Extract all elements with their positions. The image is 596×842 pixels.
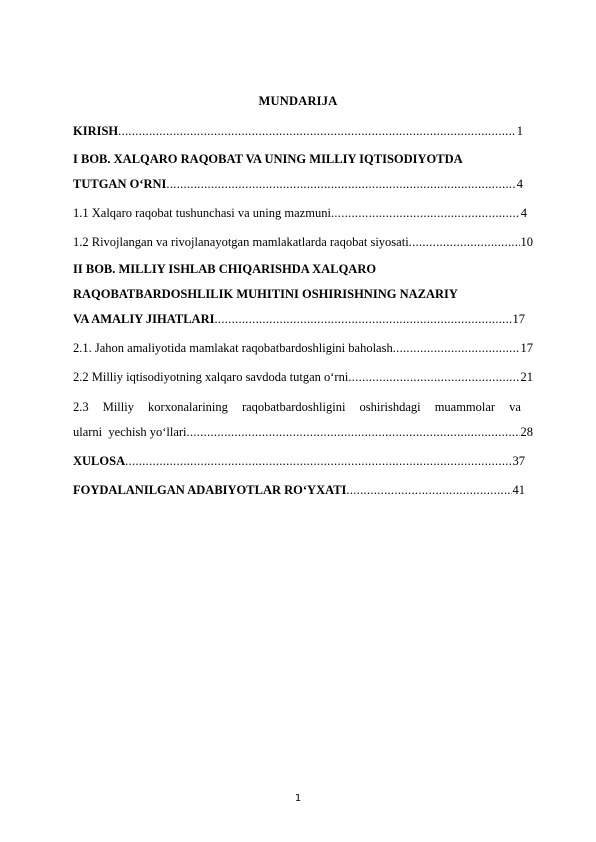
toc-entry-1-1[interactable] xyxy=(73,206,527,221)
toc-entry-label: KIRISH xyxy=(73,124,119,138)
toc-entry-page: 41 xyxy=(512,483,525,497)
toc-word: muammolar xyxy=(434,400,496,414)
toc-leader-dots xyxy=(125,454,511,469)
toc-entry-label: XULOSA xyxy=(73,454,126,468)
toc-entry-page: 10 xyxy=(520,235,533,249)
toc-title: MUNDARIJA xyxy=(258,94,338,108)
toc-word: Milliy xyxy=(102,400,134,414)
toc-entry-xulosa[interactable] xyxy=(73,454,525,469)
toc-entry-2-2[interactable] xyxy=(73,370,533,385)
toc-chapter-2-heading-line-2: RAQOBATBARDOSHLILIK MUHITINI OSHIRISHNING NAZARIY xyxy=(73,287,458,301)
toc-word: korxonalarining xyxy=(148,400,228,414)
toc-leader-dots xyxy=(214,312,511,327)
toc-leader-dots xyxy=(348,370,519,385)
toc-entry-1-2[interactable] xyxy=(73,235,533,250)
toc-entry-references[interactable] xyxy=(73,483,525,498)
toc-word: oshirishdagi xyxy=(359,400,421,414)
toc-leader-dots xyxy=(409,235,520,250)
toc-word: 2.3 xyxy=(73,400,89,414)
toc-word: va xyxy=(509,400,521,414)
toc-entry-page: 4 xyxy=(516,177,523,191)
toc-entry-label: 1.1 Xalqaro raqobat tushunchasi va uning mazmuni xyxy=(73,206,331,220)
toc-entry-label: 2.1. Jahon amaliyotida mamlakat raqobatbardoshligini baholash xyxy=(73,341,393,355)
toc-entry-page: 1 xyxy=(516,124,523,138)
toc-entry-2-1[interactable] xyxy=(73,341,533,356)
toc-chapter-1-heading: I BOB. XALQARO RAQOBAT VA UNING MILLIY IQTISODIYOTDA xyxy=(73,152,463,166)
toc-entry-2-3[interactable] xyxy=(73,425,533,440)
toc-entry-2-3-line-1 xyxy=(73,400,521,415)
toc-entry-page: 17 xyxy=(512,312,525,326)
toc-leader-dots xyxy=(166,177,515,192)
toc-leader-dots xyxy=(187,425,520,440)
toc-chapter-2-heading-line-1: II BOB. MILLIY ISHLAB CHIQARISHDA XALQARO xyxy=(73,262,377,276)
toc-entry-label: TUTGAN O‘RNI xyxy=(73,177,167,191)
toc-entry-label: ularni yechish yo‘llari xyxy=(73,425,187,439)
toc-entry-page: 21 xyxy=(520,370,533,384)
toc-entry-page: 17 xyxy=(520,341,533,355)
toc-entry-label: 2.2 Milliy iqtisodiyotning xalqaro savdoda tutgan o‘rni xyxy=(73,370,349,384)
toc-entry-label: FOYDALANILGAN ADABIYOTLAR RO‘YXATI xyxy=(73,483,347,497)
toc-entry-chapter-1[interactable] xyxy=(73,177,523,192)
toc-leader-dots xyxy=(393,341,520,356)
toc-word: raqobatbardoshligini xyxy=(241,400,346,414)
toc-entry-label: 1.2 Rivojlangan va rivojlanayotgan mamlakatlarda raqobat siyosati xyxy=(73,235,409,249)
toc-entry-label: VA AMALIY JIHATLARI xyxy=(73,312,215,326)
toc-entry-page: 37 xyxy=(512,454,525,468)
toc-entry-page: 28 xyxy=(520,425,533,439)
page-number: 1 xyxy=(294,793,302,804)
toc-entry-page: 4 xyxy=(520,206,527,220)
toc-leader-dots xyxy=(331,206,520,221)
toc-leader-dots xyxy=(118,124,516,139)
toc-entry-kirish[interactable] xyxy=(73,124,523,139)
toc-leader-dots xyxy=(346,483,511,498)
toc-entry-chapter-2[interactable] xyxy=(73,312,525,327)
